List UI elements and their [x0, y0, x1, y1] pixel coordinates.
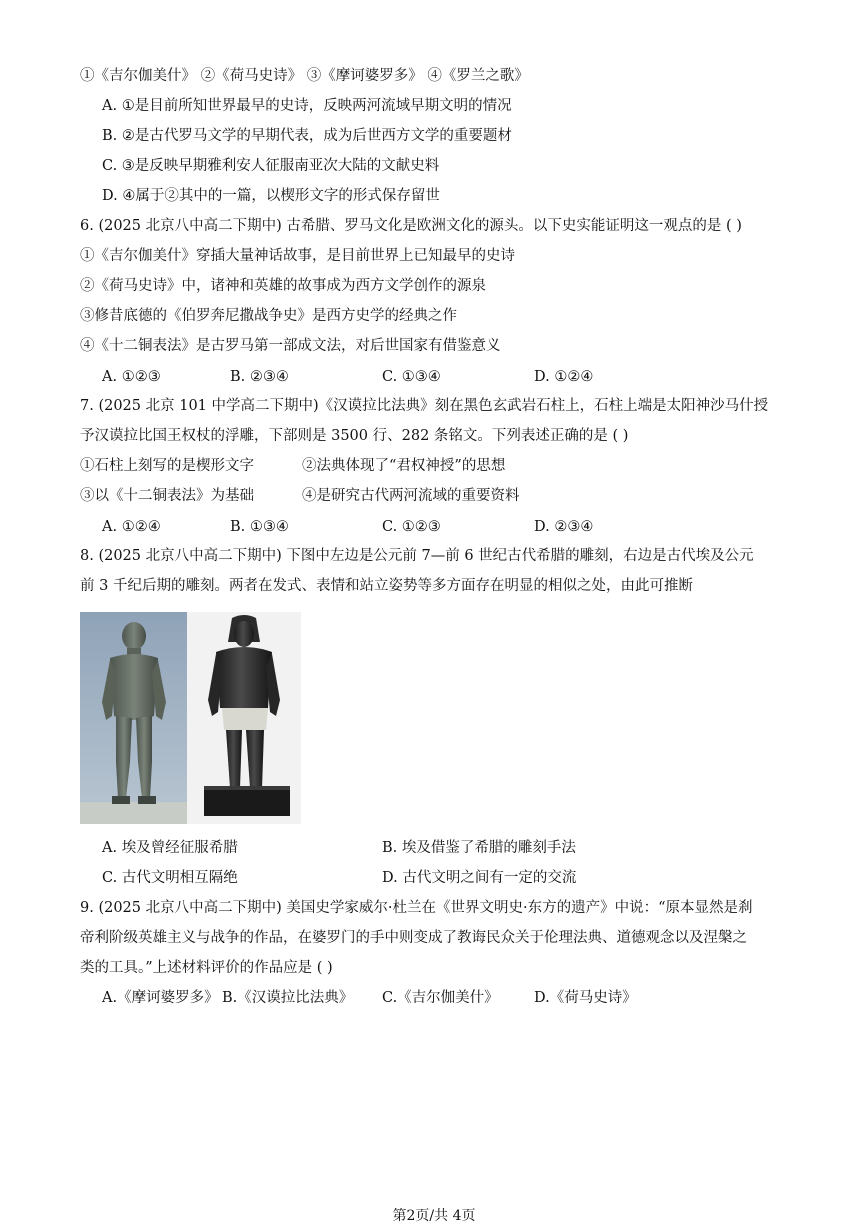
q7-option-c: C. ①②③: [382, 519, 441, 535]
q7-option-d: D. ②③④: [534, 519, 594, 535]
q7-stem-line-1: 7. (2025 北京 101 中学高二下期中)《汉谟拉比法典》刻在黑色玄武岩石柱上，石柱上端是太阳神沙马什授: [80, 398, 769, 414]
q5-option-d: D. ④属于②其中的一篇，以楔形文字的形式保存留世: [102, 188, 440, 204]
q9-option-c: C.《吉尔伽美什》: [382, 990, 499, 1006]
q8-option-b: B. 埃及借鉴了希腊的雕刻手法: [382, 840, 576, 856]
q9-stem-line-2: 帝利阶级英雄主义与战争的作品，在婆罗门的手中则变成了教诲民众关于伦理法典、道德观念以及涅槃之: [80, 930, 747, 946]
q5-items: ①《吉尔伽美什》 ②《荷马史诗》 ③《摩诃婆罗多》 ④《罗兰之歌》: [80, 68, 529, 84]
q7-option-b: B. ①③④: [230, 519, 289, 535]
q8-option-a: A. 埃及曾经征服希腊: [102, 840, 238, 856]
page-number-footer: 第2页/共 4页: [392, 1208, 476, 1224]
q6-item-2: ②《荷马史诗》中，诸神和英雄的故事成为西方文学创作的源泉: [80, 278, 486, 294]
q6-item-3: ③修昔底德的《伯罗奔尼撒战争史》是西方史学的经典之作: [80, 308, 457, 324]
egyptian-statue-sculpture: [187, 612, 301, 824]
q7-item-4: ④是研究古代两河流域的重要资料: [302, 488, 520, 504]
q7-item-3: ③以《十二铜表法》为基础: [80, 488, 254, 504]
q7-stem-line-2: 予汉谟拉比国王权杖的浮雕，下部则是 3500 行、282 条铭文。下列表述正确的是 ( ): [80, 428, 629, 444]
q9-stem-line-1: 9. (2025 北京八中高二下期中) 美国史学家威尔·杜兰在《世界文明史·东方的遗产》中说：“原本显然是刹: [80, 900, 753, 916]
sculpture-comparison-image: [80, 612, 301, 824]
q5-option-c: C. ③是反映早期雅利安人征服南亚次大陆的文献史料: [102, 158, 440, 174]
q9-stem-line-3: 类的工具。”上述材料评价的作品应是 ( ): [80, 960, 333, 976]
greek-kouros-sculpture: [80, 612, 187, 824]
q6-stem: 6. (2025 北京八中高二下期中) 古希腊、罗马文化是欧洲文化的源头。以下史实能证明这一观点的是 ( ): [80, 218, 742, 234]
q9-option-b: B.《汉谟拉比法典》: [222, 990, 354, 1006]
q7-option-a: A. ①②④: [102, 519, 161, 535]
q6-item-1: ①《吉尔伽美什》穿插大量神话故事，是目前世界上已知最早的史诗: [80, 248, 515, 264]
q8-stem-line-2: 前 3 千纪后期的雕刻。两者在发式、表情和站立姿势等多方面存在明显的相似之处，由此可推断: [80, 578, 693, 594]
q8-stem-line-1: 8. (2025 北京八中高二下期中) 下图中左边是公元前 7—前 6 世纪古代希腊的雕刻，右边是古代埃及公元: [80, 548, 754, 564]
q6-option-d: D. ①②④: [534, 369, 594, 385]
q5-option-b: B. ②是古代罗马文学的早期代表，成为后世西方文学的重要题材: [102, 128, 512, 144]
q6-option-c: C. ①③④: [382, 369, 441, 385]
q5-option-a: A. ①是目前所知世界最早的史诗，反映两河流域早期文明的情况: [102, 98, 512, 114]
q8-option-d: D. 古代文明之间有一定的交流: [382, 870, 577, 886]
q6-option-a: A. ①②③: [102, 369, 161, 385]
q9-option-a: A.《摩诃婆罗多》: [102, 990, 219, 1006]
q8-option-c: C. 古代文明相互隔绝: [102, 870, 238, 886]
q7-item-2: ②法典体现了“君权神授”的思想: [302, 458, 506, 474]
q7-item-1: ①石柱上刻写的是楔形文字: [80, 458, 254, 474]
q6-option-b: B. ②③④: [230, 369, 289, 385]
q9-option-d: D.《荷马史诗》: [534, 990, 637, 1006]
q6-item-4: ④《十二铜表法》是古罗马第一部成文法，对后世国家有借鉴意义: [80, 338, 501, 354]
